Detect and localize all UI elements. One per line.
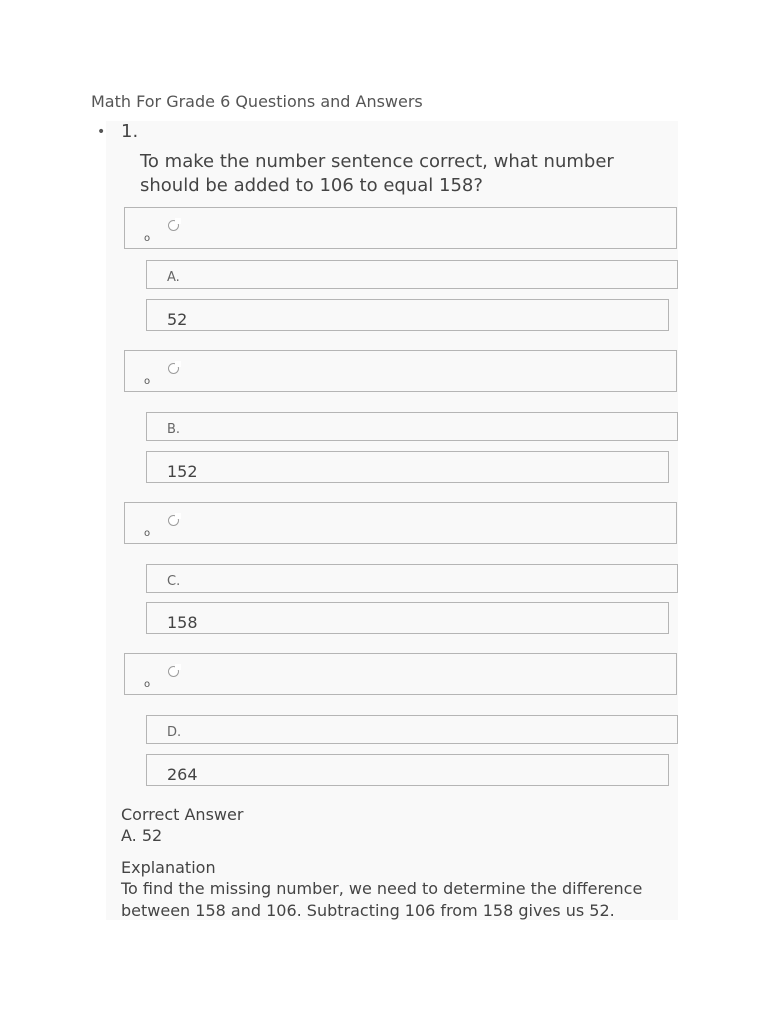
option-c-letter: C. xyxy=(146,564,678,593)
explanation-label: Explanation xyxy=(121,858,216,877)
explanation-text: To find the missing number, we need to determine the difference between 158 and 106. Subtracting 106 from 158 gives us 52. xyxy=(121,879,643,920)
correct-answer-value: A. 52 xyxy=(121,826,163,845)
option-d-radio-row[interactable] xyxy=(124,653,677,695)
option-d-letter: D. xyxy=(146,715,678,744)
question-bullet: • xyxy=(97,124,106,140)
option-bullet: o xyxy=(144,233,151,244)
radio-button-icon[interactable] xyxy=(168,666,179,677)
option-b-radio-row[interactable] xyxy=(124,350,677,392)
option-a-letter: A. xyxy=(146,260,678,289)
option-b-value: 152 xyxy=(146,451,669,483)
question-text: To make the number sentence correct, what number should be added to 106 to equal 158? xyxy=(140,151,614,196)
option-d-value: 264 xyxy=(146,754,669,786)
option-c-radio-row[interactable] xyxy=(124,502,677,544)
option-bullet: o xyxy=(144,528,151,539)
question-number: 1. xyxy=(121,121,139,142)
option-c-value: 158 xyxy=(146,602,669,634)
page-title: Math For Grade 6 Questions and Answers xyxy=(91,92,423,111)
option-a-radio-row[interactable] xyxy=(124,207,677,249)
option-bullet: o xyxy=(144,679,151,690)
radio-button-icon[interactable] xyxy=(168,363,179,374)
radio-button-icon[interactable] xyxy=(168,220,179,231)
radio-button-icon[interactable] xyxy=(168,515,179,526)
option-a-value: 52 xyxy=(146,299,669,331)
option-bullet: o xyxy=(144,376,151,387)
correct-answer-label: Correct Answer xyxy=(121,805,244,824)
option-b-letter: B. xyxy=(146,412,678,441)
